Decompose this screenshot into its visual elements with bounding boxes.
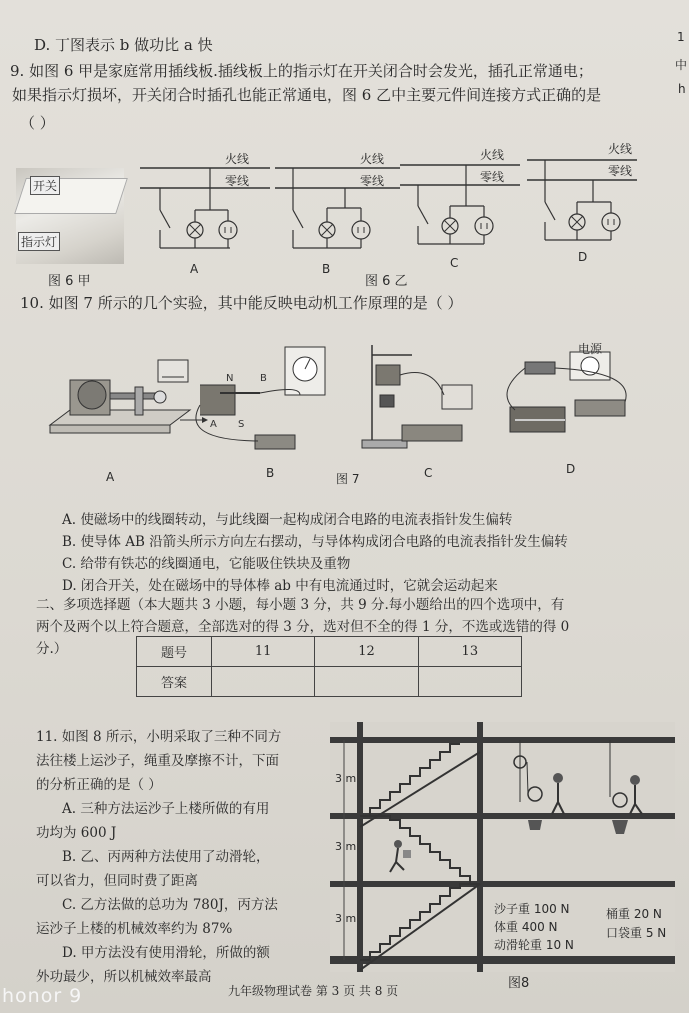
power-supply-label: 电源 — [578, 342, 603, 356]
section2-line2: 两个及两个以上符合题意，全部选对的得 3 分，选对但不全的得 1 分，不选或选错的得 0 — [36, 619, 570, 635]
svg-text:B: B — [260, 373, 267, 384]
q9-line2: 如果指示灯损坏，开关闭合时插孔也能正常通电，图 6 乙中主要元件间连接方式正确的是 — [12, 86, 602, 104]
edge-char-1: 1 — [677, 30, 685, 44]
fig7-label-d: D — [566, 462, 576, 476]
q10-stem: 10. 如图 7 所示的几个实验，其中能反映电动机工作原理的是（ ） — [20, 294, 463, 312]
floor-height-bottom: 3 m — [335, 912, 357, 925]
bag-weight-label: 口袋重 5 N — [606, 926, 667, 940]
fig6-b-caption: 图 6 乙 — [365, 274, 408, 289]
q11-option-a-1: A. 三种方法运沙子上楼所做的有用 — [62, 801, 270, 817]
section2-line1: 二、多项选择题（本大题共 3 小题，每小题 3 分，共 9 分.每小题给出的四个选项中，有 — [36, 597, 565, 613]
page-footer: 九年级物理试卷 第 3 页 共 8 页 — [228, 984, 399, 998]
fig7-label-c: C — [424, 466, 433, 480]
circuit-label-a: A — [190, 262, 199, 276]
section2-line3: 分.） — [36, 641, 68, 657]
answer-table-row-numbers — [137, 637, 522, 667]
table-header-question-no: 题号 — [137, 637, 212, 667]
bucket-weight-label: 桶重 20 N — [606, 907, 662, 921]
circuit-a — [140, 148, 270, 258]
q11-line-1: 11. 如图 8 所示，小明采取了三种不同方 — [36, 729, 282, 745]
svg-text:A: A — [210, 419, 217, 430]
table-header-answer: 答案 — [137, 667, 212, 697]
neutral-wire-label-a: 零线 — [225, 174, 250, 188]
camera-watermark: honor 9 — [2, 985, 83, 1007]
neutral-wire-label-b: 零线 — [360, 174, 385, 188]
q11-option-d-1: D. 甲方法没有使用滑轮，所做的额 — [62, 945, 270, 961]
circuit-b — [275, 148, 405, 258]
q8-option-d: D. 丁图表示 b 做功比 a 快 — [34, 36, 213, 54]
answer-table — [136, 636, 522, 697]
q10-option-d: D. 闭合开关，处在磁场中的导体棒 ab 中有电流通过时，它就会运动起来 — [62, 578, 498, 594]
fig7-c-electromagnet — [362, 345, 482, 455]
q11-option-c-1: C. 乙方法做的总功为 780J，丙方法 — [62, 897, 278, 913]
q9-answer-blank: （ ） — [20, 114, 55, 132]
fig7-d-motor — [505, 352, 635, 452]
circuit-label-c: C — [450, 256, 459, 270]
table-cell-13: 13 — [418, 637, 521, 667]
q11-option-c-2: 运沙子上楼的机械效率约为 87% — [36, 921, 233, 937]
pulley-weight-label: 动滑轮重 10 N — [494, 938, 574, 952]
neutral-wire-label-d: 零线 — [608, 164, 633, 178]
floor-height-top: 3 m — [335, 772, 357, 785]
neutral-wire-label-c: 零线 — [480, 170, 505, 184]
q9-line1: 9. 如图 6 甲是家庭常用插线板.插线板上的指示灯在开关闭合时会发光，插孔正常通电； — [10, 62, 593, 80]
table-cell-12: 12 — [315, 637, 418, 667]
fig7-caption: 图 7 — [336, 472, 360, 486]
q11-option-b-2: 可以省力，但同时费了距离 — [36, 873, 198, 889]
indicator-lamp-label: 指示灯 — [18, 232, 60, 251]
answer-cell-12[interactable] — [315, 667, 418, 697]
svg-text:N: N — [226, 373, 234, 384]
live-wire-label-c: 火线 — [480, 148, 505, 162]
fig7-label-b: B — [266, 466, 275, 480]
fig7-a-generator — [50, 365, 195, 455]
q11-option-a-2: 功均为 600 J — [36, 825, 117, 841]
circuit-c — [400, 140, 530, 255]
q11-line-3: 的分析正确的是（ ） — [36, 777, 162, 793]
circuit-label-b: B — [322, 262, 331, 276]
power-strip-photo — [16, 168, 124, 264]
edge-char-3: h — [678, 82, 686, 96]
fig7-label-a: A — [106, 470, 115, 484]
floor-height-middle: 3 m — [335, 840, 357, 853]
fig6-a-caption: 图 6 甲 — [48, 274, 91, 289]
edge-char-2: 中 — [675, 58, 688, 72]
live-wire-label-d: 火线 — [608, 142, 633, 156]
q11-line-2: 法往楼上运沙子，绳重及摩擦不计，下面 — [36, 753, 279, 769]
switch-label: 开关 — [30, 176, 60, 195]
live-wire-label-a: 火线 — [225, 152, 250, 166]
answer-table-row-answers — [137, 667, 522, 697]
answer-cell-11[interactable] — [212, 667, 315, 697]
q11-option-b-1: B. 乙、丙两种方法使用了动滑轮， — [62, 849, 270, 865]
q10-option-c: C. 给带有铁芯的线圈通电，它能吸住铁块及重物 — [62, 556, 351, 572]
svg-text:S: S — [238, 419, 245, 430]
answer-cell-13[interactable] — [418, 667, 521, 697]
body-weight-label: 体重 400 N — [494, 920, 558, 934]
fig8-caption: 图8 — [508, 976, 530, 991]
q11-option-d-2: 外功最少，所以机械效率最高 — [36, 969, 212, 985]
circuit-label-d: D — [578, 250, 588, 264]
q10-option-a: A. 使磁场中的线圈转动，与此线圈一起构成闭合电路的电流表指针发生偏转 — [62, 512, 513, 528]
q10-option-b: B. 使导体 AB 沿箭头所示方向左右摆动，与导体构成闭合电路的电流表指针发生偏转 — [62, 534, 568, 550]
sand-weight-label: 沙子重 100 N — [494, 902, 570, 916]
table-cell-11: 11 — [212, 637, 315, 667]
fig7-b-induction — [180, 345, 330, 455]
live-wire-label-b: 火线 — [360, 152, 385, 166]
